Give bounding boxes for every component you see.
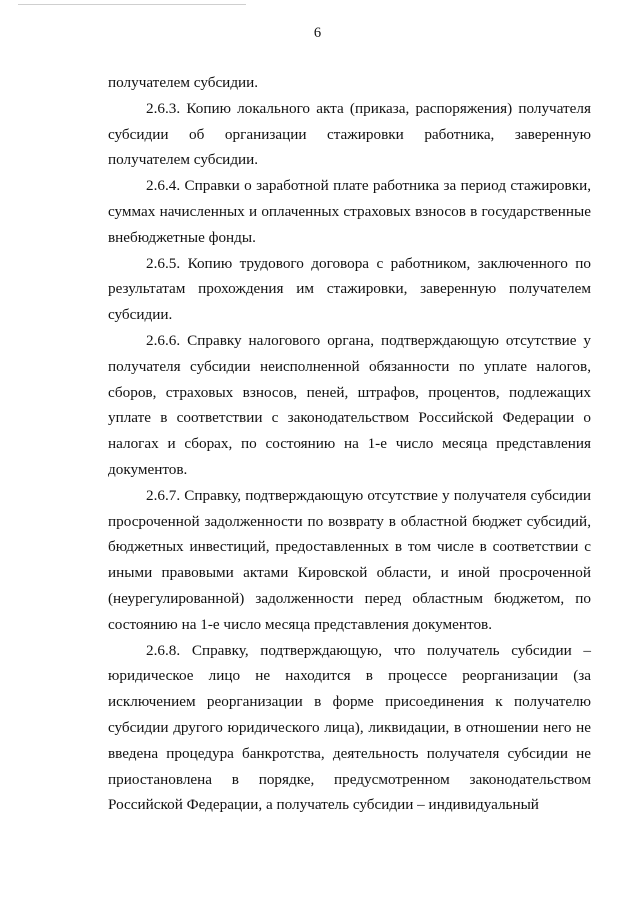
paragraph-continuation: получателем субсидии. — [108, 74, 259, 91]
paragraph-2-6-5: 2.6.5. Копию трудового договора с работником, заключенного по результатам прохождения им стажировки, заверенную получателем субсидии. — [108, 254, 591, 324]
paragraph-2-6-4: 2.6.4. Справки о заработной плате работника за период стажировки, суммах начисленных и оплаченных страховых взносов в государственные внебюджетные фонды. — [108, 177, 591, 246]
paragraph-2-6-6: 2.6.6. Справку налогового органа, подтверждающую отсутствие у получателя субсидии неисполненной обязанности по уплате налогов, сборов, страховых взносов, пеней, штрафов, процентов, подлежащих уплате в соответствии с законодательством Российской Федерации о налогах и сборах, по состоянию на 1-е число месяца представления документов. — [108, 331, 591, 478]
paragraph-2-6-3: 2.6.3. Копию локального акта (приказа, распоряжения) получателя субсидии об организации стажировки работника, заверенную получателем субсидии. — [108, 99, 591, 169]
scan-edge-line — [18, 4, 246, 5]
document-body — [108, 70, 591, 818]
paragraph-2-6-7: 2.6.7. Справку, подтверждающую отсутствие у получателя субсидии просроченной задолженности по возврату в областной бюджет субсидий, бюджетных инвестиций, предоставленных в том числе в соответствии с иными правовыми актами Кировской области, и иной просроченной (неурегулированной) задолженности перед областным бюджетом, по состоянию на 1-е число месяца представления документов. — [108, 486, 591, 633]
paragraph-2-6-8: 2.6.8. Справку, подтверждающую, что получатель субсидии – юридическое лицо не находится в процессе реорганизации (за исключением реорганизации в форме присоединения к получателю субсидии другого юридического лица), ликвидации, в отношении него не введена процедура банкротства, деятельность получателя субсидии не приостановлена в порядке, предусмотренном законодательством Российской Федерации, а получатель субсидии – индивидуальный — [108, 641, 591, 814]
page-number: 6 — [313, 25, 322, 41]
